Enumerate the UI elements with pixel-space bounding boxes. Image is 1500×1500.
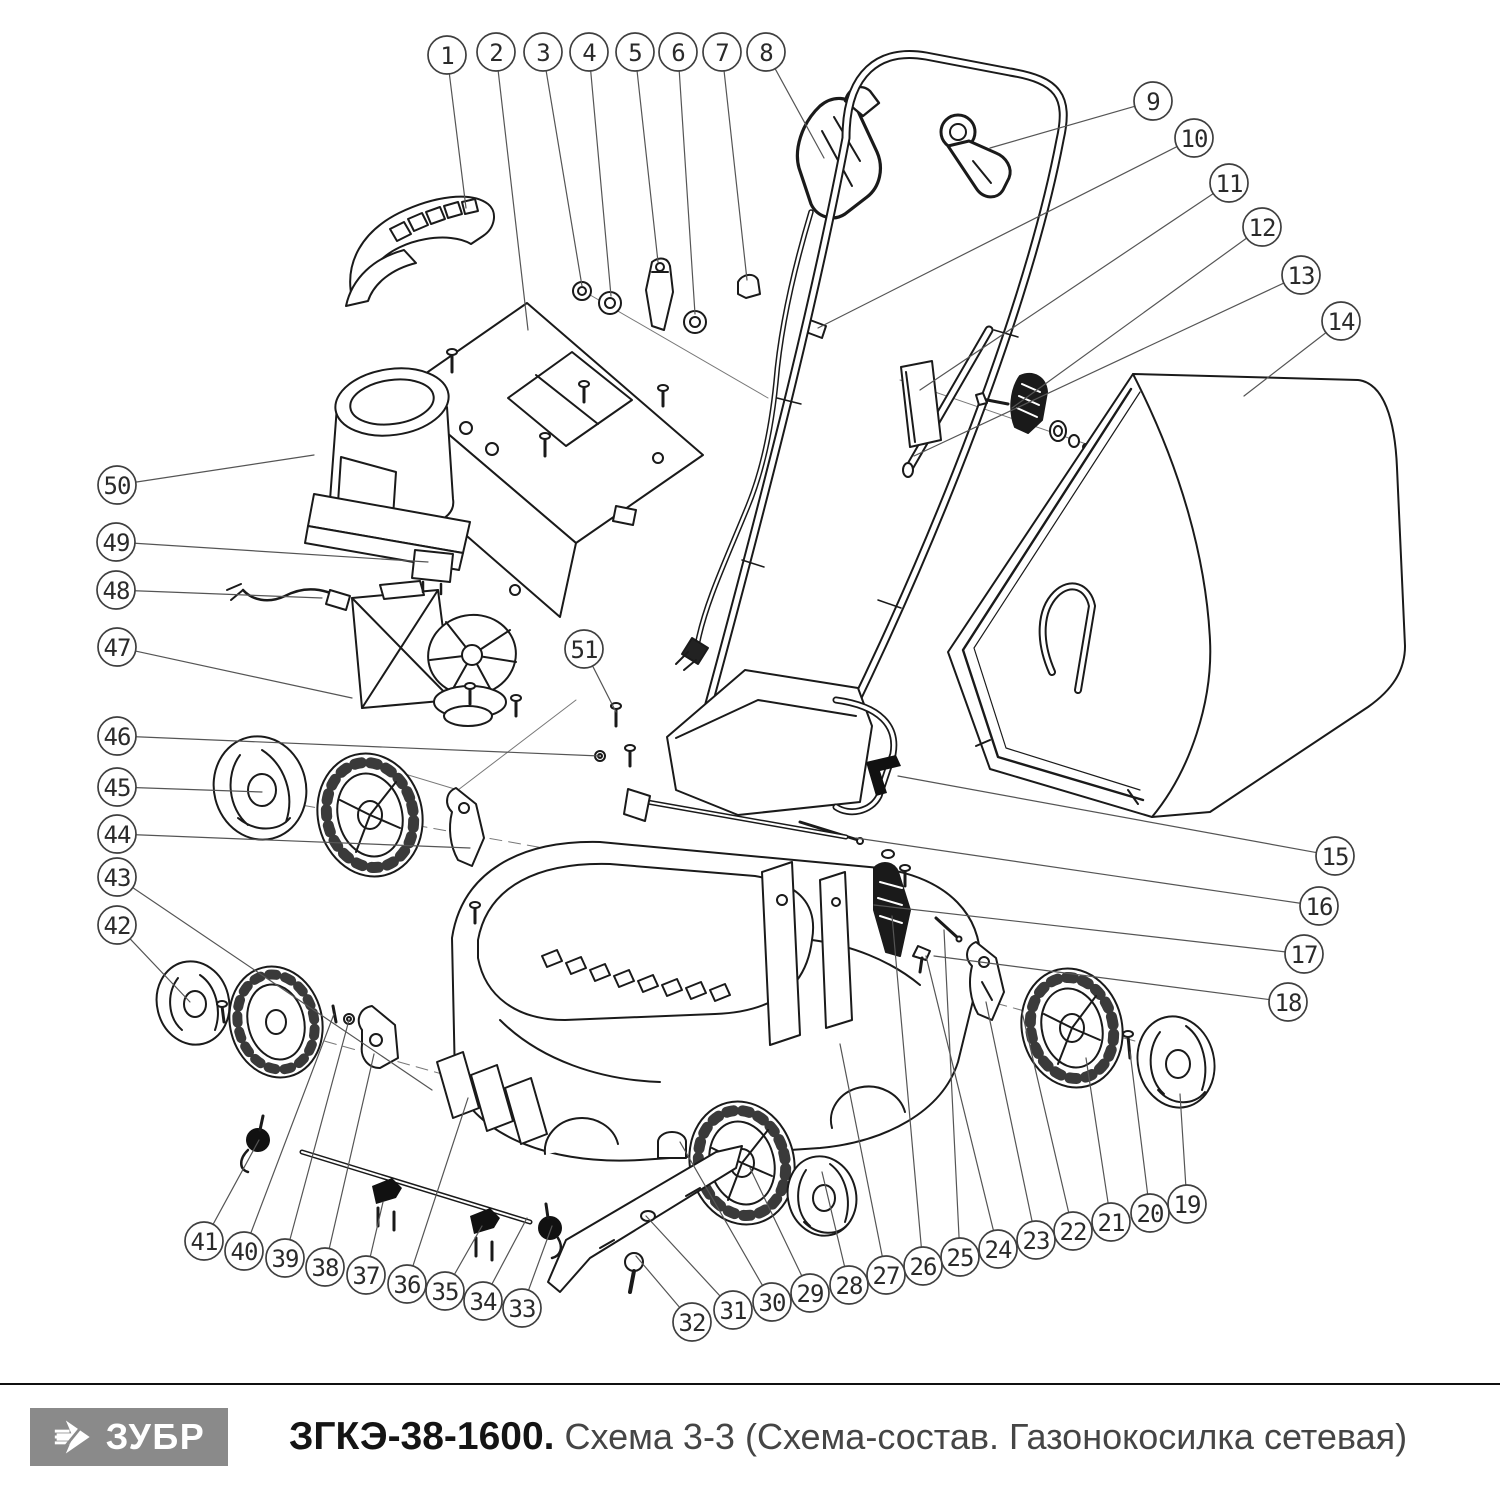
zubr-logo: [30, 1408, 228, 1466]
svg-text:1: 1: [440, 42, 454, 70]
footer-divider: [0, 1383, 1500, 1385]
callout-16: [1300, 887, 1338, 925]
svg-text:11: 11: [1215, 170, 1243, 198]
svg-text:46: 46: [103, 723, 131, 751]
svg-text:41: 41: [190, 1228, 218, 1256]
svg-text:51: 51: [570, 636, 598, 664]
callout-11: [1210, 164, 1248, 202]
callout-46: [98, 717, 136, 755]
svg-text:37: 37: [352, 1262, 380, 1290]
start-lever-part: [941, 115, 1010, 197]
svg-text:24: 24: [984, 1236, 1012, 1264]
upper-grip-part: [346, 197, 494, 306]
callout-47: [98, 628, 136, 666]
callout-44: [98, 815, 136, 853]
svg-text:40: 40: [230, 1238, 258, 1266]
svg-text:34: 34: [469, 1288, 497, 1316]
svg-text:21: 21: [1097, 1209, 1125, 1237]
svg-text:28: 28: [835, 1272, 863, 1300]
svg-text:7: 7: [715, 39, 729, 67]
callout-36: [388, 1265, 426, 1303]
callout-24: [979, 1230, 1017, 1268]
callout-25: [941, 1238, 979, 1276]
svg-text:47: 47: [103, 634, 131, 662]
blade-part: [548, 1146, 742, 1292]
grass-bag-part: [948, 374, 1405, 817]
callout-43: [98, 858, 136, 896]
callout-32: [673, 1303, 711, 1341]
callout-41: [185, 1222, 223, 1260]
rear-cover-part: [624, 670, 901, 858]
callout-51: [565, 630, 603, 668]
svg-text:25: 25: [946, 1244, 974, 1272]
callout-40: [225, 1232, 263, 1270]
svg-text:29: 29: [796, 1280, 824, 1308]
svg-text:27: 27: [872, 1262, 900, 1290]
callout-1: [428, 36, 466, 74]
callout-14: [1322, 302, 1360, 340]
svg-text:8: 8: [759, 39, 773, 67]
schema-subtitle: Схема 3-3 (Схема-состав. Газонокосилка сетевая): [564, 1416, 1408, 1457]
callout-5: [616, 33, 654, 71]
callout-3: [524, 33, 562, 71]
left-front-wheel-parts: [148, 954, 334, 1088]
svg-text:39: 39: [271, 1245, 299, 1273]
callout-13: [1282, 256, 1320, 294]
svg-text:4: 4: [582, 39, 596, 67]
callout-29: [791, 1274, 829, 1312]
svg-text:17: 17: [1290, 941, 1318, 969]
svg-text:31: 31: [719, 1297, 747, 1325]
callout-20: [1131, 1194, 1169, 1232]
svg-text:35: 35: [431, 1278, 459, 1306]
callout-21: [1092, 1203, 1130, 1241]
motor-assembly-part: [352, 581, 522, 726]
lower-handle-and-knob-parts: [901, 330, 1089, 477]
svg-text:2: 2: [489, 39, 503, 67]
svg-text:49: 49: [102, 529, 130, 557]
callout-50: [98, 466, 136, 504]
callout-22: [1054, 1212, 1092, 1250]
callout-8: [747, 33, 785, 71]
zubr-logo-text: ЗУБР: [105, 1416, 206, 1457]
callout-4: [570, 33, 608, 71]
callout-18: [1269, 983, 1307, 1021]
zubr-arrow-icon: [53, 1415, 97, 1459]
left-rear-wheel-parts: [203, 726, 484, 887]
callout-10: [1175, 119, 1213, 157]
svg-text:19: 19: [1173, 1191, 1201, 1219]
callout-12: [1243, 208, 1281, 246]
callout-38: [306, 1248, 344, 1286]
callout-45: [98, 768, 136, 806]
svg-text:26: 26: [909, 1253, 937, 1281]
callout-31: [714, 1291, 752, 1329]
svg-text:44: 44: [103, 821, 131, 849]
callout-28: [830, 1266, 868, 1304]
callout-42: [98, 906, 136, 944]
callout-30: [753, 1283, 791, 1321]
svg-text:22: 22: [1059, 1218, 1087, 1246]
svg-text:13: 13: [1287, 262, 1315, 290]
callout-19: [1168, 1185, 1206, 1223]
svg-text:3: 3: [536, 39, 550, 67]
svg-text:16: 16: [1305, 893, 1333, 921]
callout-23: [1017, 1221, 1055, 1259]
callout-33: [503, 1289, 541, 1327]
footer-title: [289, 1415, 1407, 1459]
svg-text:38: 38: [311, 1254, 339, 1282]
svg-text:9: 9: [1146, 88, 1160, 116]
svg-text:10: 10: [1180, 125, 1208, 153]
callout-6: [659, 33, 697, 71]
callout-39: [266, 1239, 304, 1277]
model-number: ЗГКЭ-38-1600.: [289, 1415, 555, 1458]
svg-text:6: 6: [671, 39, 685, 67]
svg-text:42: 42: [103, 912, 131, 940]
footer: [0, 1401, 1500, 1473]
callout-35: [426, 1272, 464, 1310]
svg-text:23: 23: [1022, 1227, 1050, 1255]
callout-26: [904, 1247, 942, 1285]
callout-37: [347, 1256, 385, 1294]
small-fasteners: [573, 259, 760, 333]
callout-49: [97, 523, 135, 561]
svg-text:5: 5: [628, 39, 642, 67]
svg-text:50: 50: [103, 472, 131, 500]
callout-17: [1285, 935, 1323, 973]
svg-text:43: 43: [103, 864, 131, 892]
callout-27: [867, 1256, 905, 1294]
svg-text:48: 48: [102, 577, 130, 605]
motor-housing-part: [305, 361, 470, 570]
svg-text:45: 45: [103, 774, 131, 802]
svg-text:20: 20: [1136, 1200, 1164, 1228]
callout-15: [1316, 837, 1354, 875]
svg-text:12: 12: [1248, 214, 1276, 242]
svg-text:15: 15: [1321, 843, 1349, 871]
svg-text:14: 14: [1327, 308, 1355, 336]
svg-text:18: 18: [1274, 989, 1302, 1017]
callout-2: [477, 33, 515, 71]
callout-9: [1134, 82, 1172, 120]
svg-text:32: 32: [678, 1309, 706, 1337]
callout-34: [464, 1282, 502, 1320]
callout-48: [97, 571, 135, 609]
svg-text:30: 30: [758, 1289, 786, 1317]
callout-7: [703, 33, 741, 71]
svg-text:33: 33: [508, 1295, 536, 1323]
svg-text:36: 36: [393, 1271, 421, 1299]
